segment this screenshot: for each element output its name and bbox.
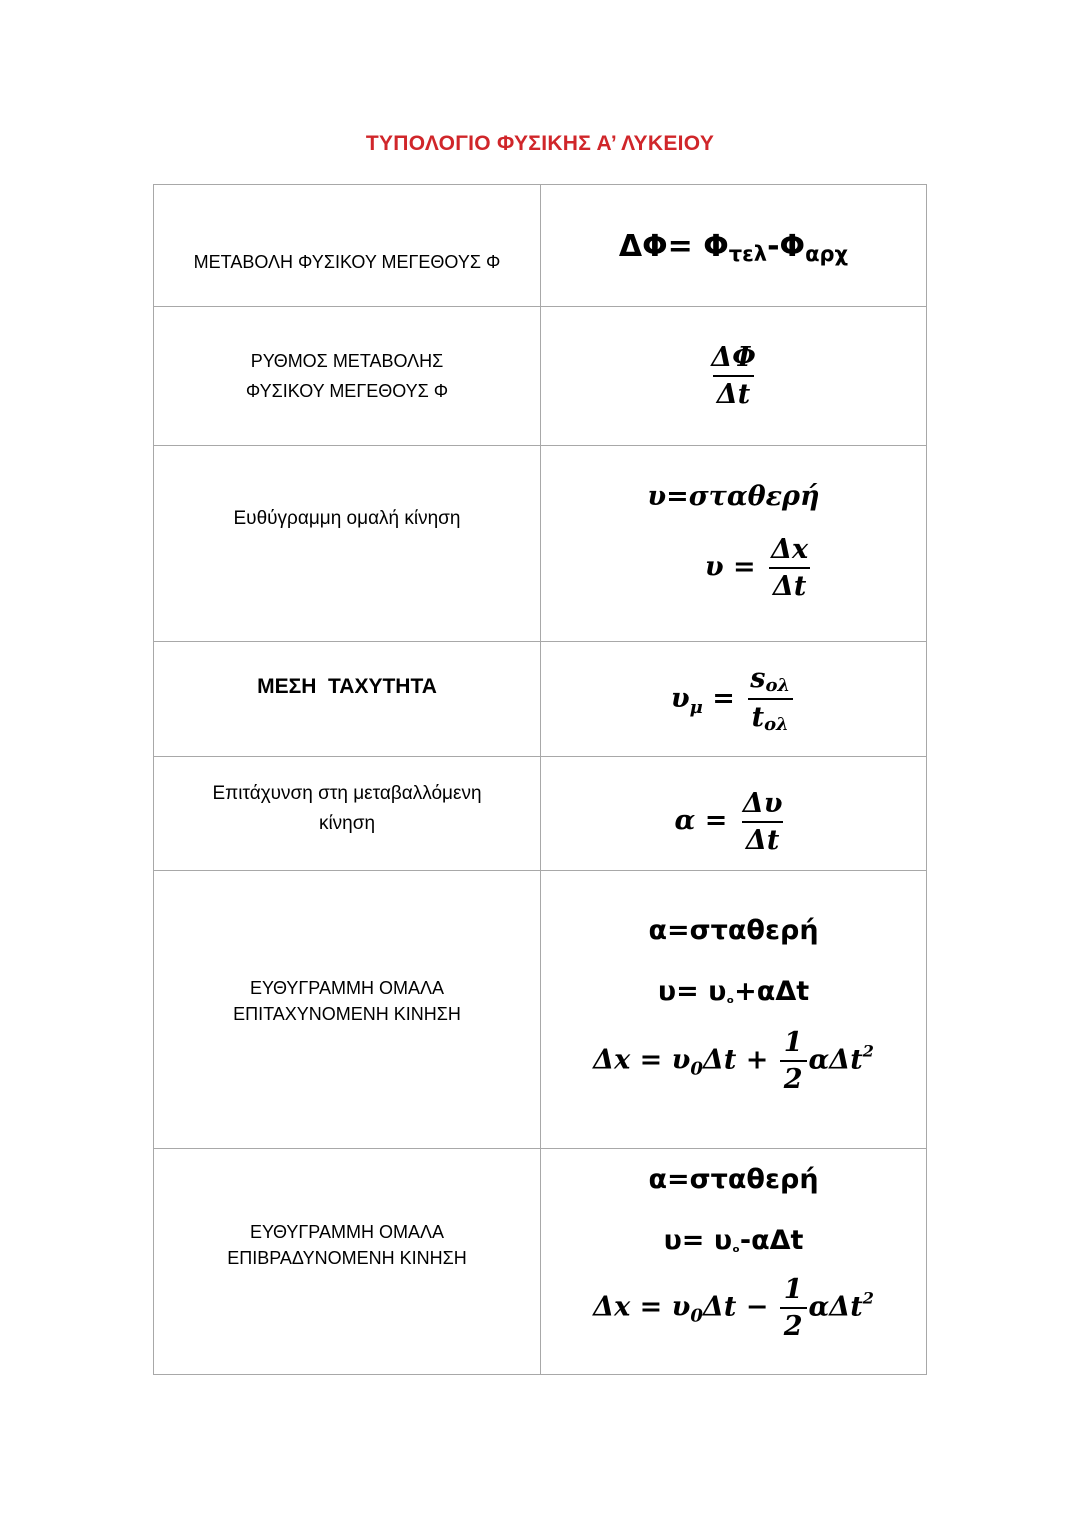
row-label [154, 642, 541, 757]
formula-cell [541, 871, 927, 1149]
row-label-line: ΕΥΘΥΓΡΑΜΜΗ ΟΜΑΛΑ [249, 1221, 445, 1242]
formula: υ= υₒ+αΔt [657, 975, 810, 1007]
row-label [154, 307, 541, 446]
formula: $\frac{\Delta\Phi}{\Delta t}$ [711, 342, 756, 410]
row-label-text: ΜΕΣΗ ΤΑΧΥΤΗΤΑ [257, 675, 437, 698]
row-label-line: κίνηση [318, 812, 376, 834]
row-label [154, 446, 541, 642]
formula: $\Delta x = \upsilon_0\Delta t$ − $\frac{1}{2}$ αΔt$^2$ [593, 1273, 874, 1342]
row-label [154, 871, 541, 1149]
formula: υ= υₒ-αΔt [663, 1224, 804, 1256]
table-row [154, 757, 927, 871]
row-label-text: Ευθύγραμμη ομαλή κίνηση [233, 508, 461, 529]
formula: $\upsilon_\mu$ = $\frac{s_{o\lambda}}{t_{o\lambda}}$ [671, 683, 796, 714]
page-title: ΤΥΠΟΛΟΓΙΟ ΦΥΣΙΚΗΣ Α’ ΛΥΚΕΙΟΥ [365, 132, 715, 155]
formula: υ = $\frac{\Delta x}{\Delta t}$ [541, 534, 926, 602]
table-row [154, 185, 927, 307]
formula-cell [541, 307, 927, 446]
table-row [154, 446, 927, 642]
formula-cell [541, 642, 927, 757]
formula-cell [541, 757, 927, 871]
table-row [154, 307, 927, 446]
row-label [154, 185, 541, 307]
table-row [154, 871, 927, 1149]
table-row [154, 642, 927, 757]
row-label-text: ΜΕΤΑΒΟΛΗ ΦΥΣΙΚΟΥ ΜΕΓΕΘΟΥΣ Φ [193, 251, 501, 272]
formula-cell [541, 446, 927, 642]
row-label [154, 1149, 541, 1375]
formula: υ=σταθερή [647, 481, 820, 512]
formula-cell [541, 185, 927, 307]
row-label-line: Επιτάχυνση στη μεταβαλλόμενη [212, 782, 482, 804]
formula-table [153, 184, 927, 1375]
formula-cell [541, 1149, 927, 1375]
row-label-line: ΕΠΙΤΑΧΥΝΟΜΕΝΗ ΚΙΝΗΣΗ [233, 1003, 461, 1024]
row-label-line: ΡΥΘΜΟΣ ΜΕΤΑΒΟΛΗΣ [250, 351, 444, 371]
row-label-line: ΦΥΣΙΚΟΥ ΜΕΓΕΘΟΥΣ Φ [245, 381, 449, 401]
formula: α = $\frac{\Delta\upsilon}{\Delta t}$ [674, 787, 783, 856]
table-row [154, 1149, 927, 1375]
formula: ΔΦ= Φτελ-Φαρχ [618, 229, 849, 266]
row-label [154, 757, 541, 871]
row-label-line: ΕΠΙΒΡΑΔΥΝΟΜΕΝΗ ΚΙΝΗΣΗ [227, 1247, 467, 1268]
row-label-line: ΕΥΘΥΓΡΑΜΜΗ ΟΜΑΛΑ [249, 977, 445, 998]
formula: α=σταθερή [648, 914, 819, 946]
formula: α=σταθερή [648, 1163, 819, 1195]
formula: $\Delta x = \upsilon_0\Delta t$ + $\frac{1}{2}$ αΔt$^2$ [593, 1026, 874, 1095]
